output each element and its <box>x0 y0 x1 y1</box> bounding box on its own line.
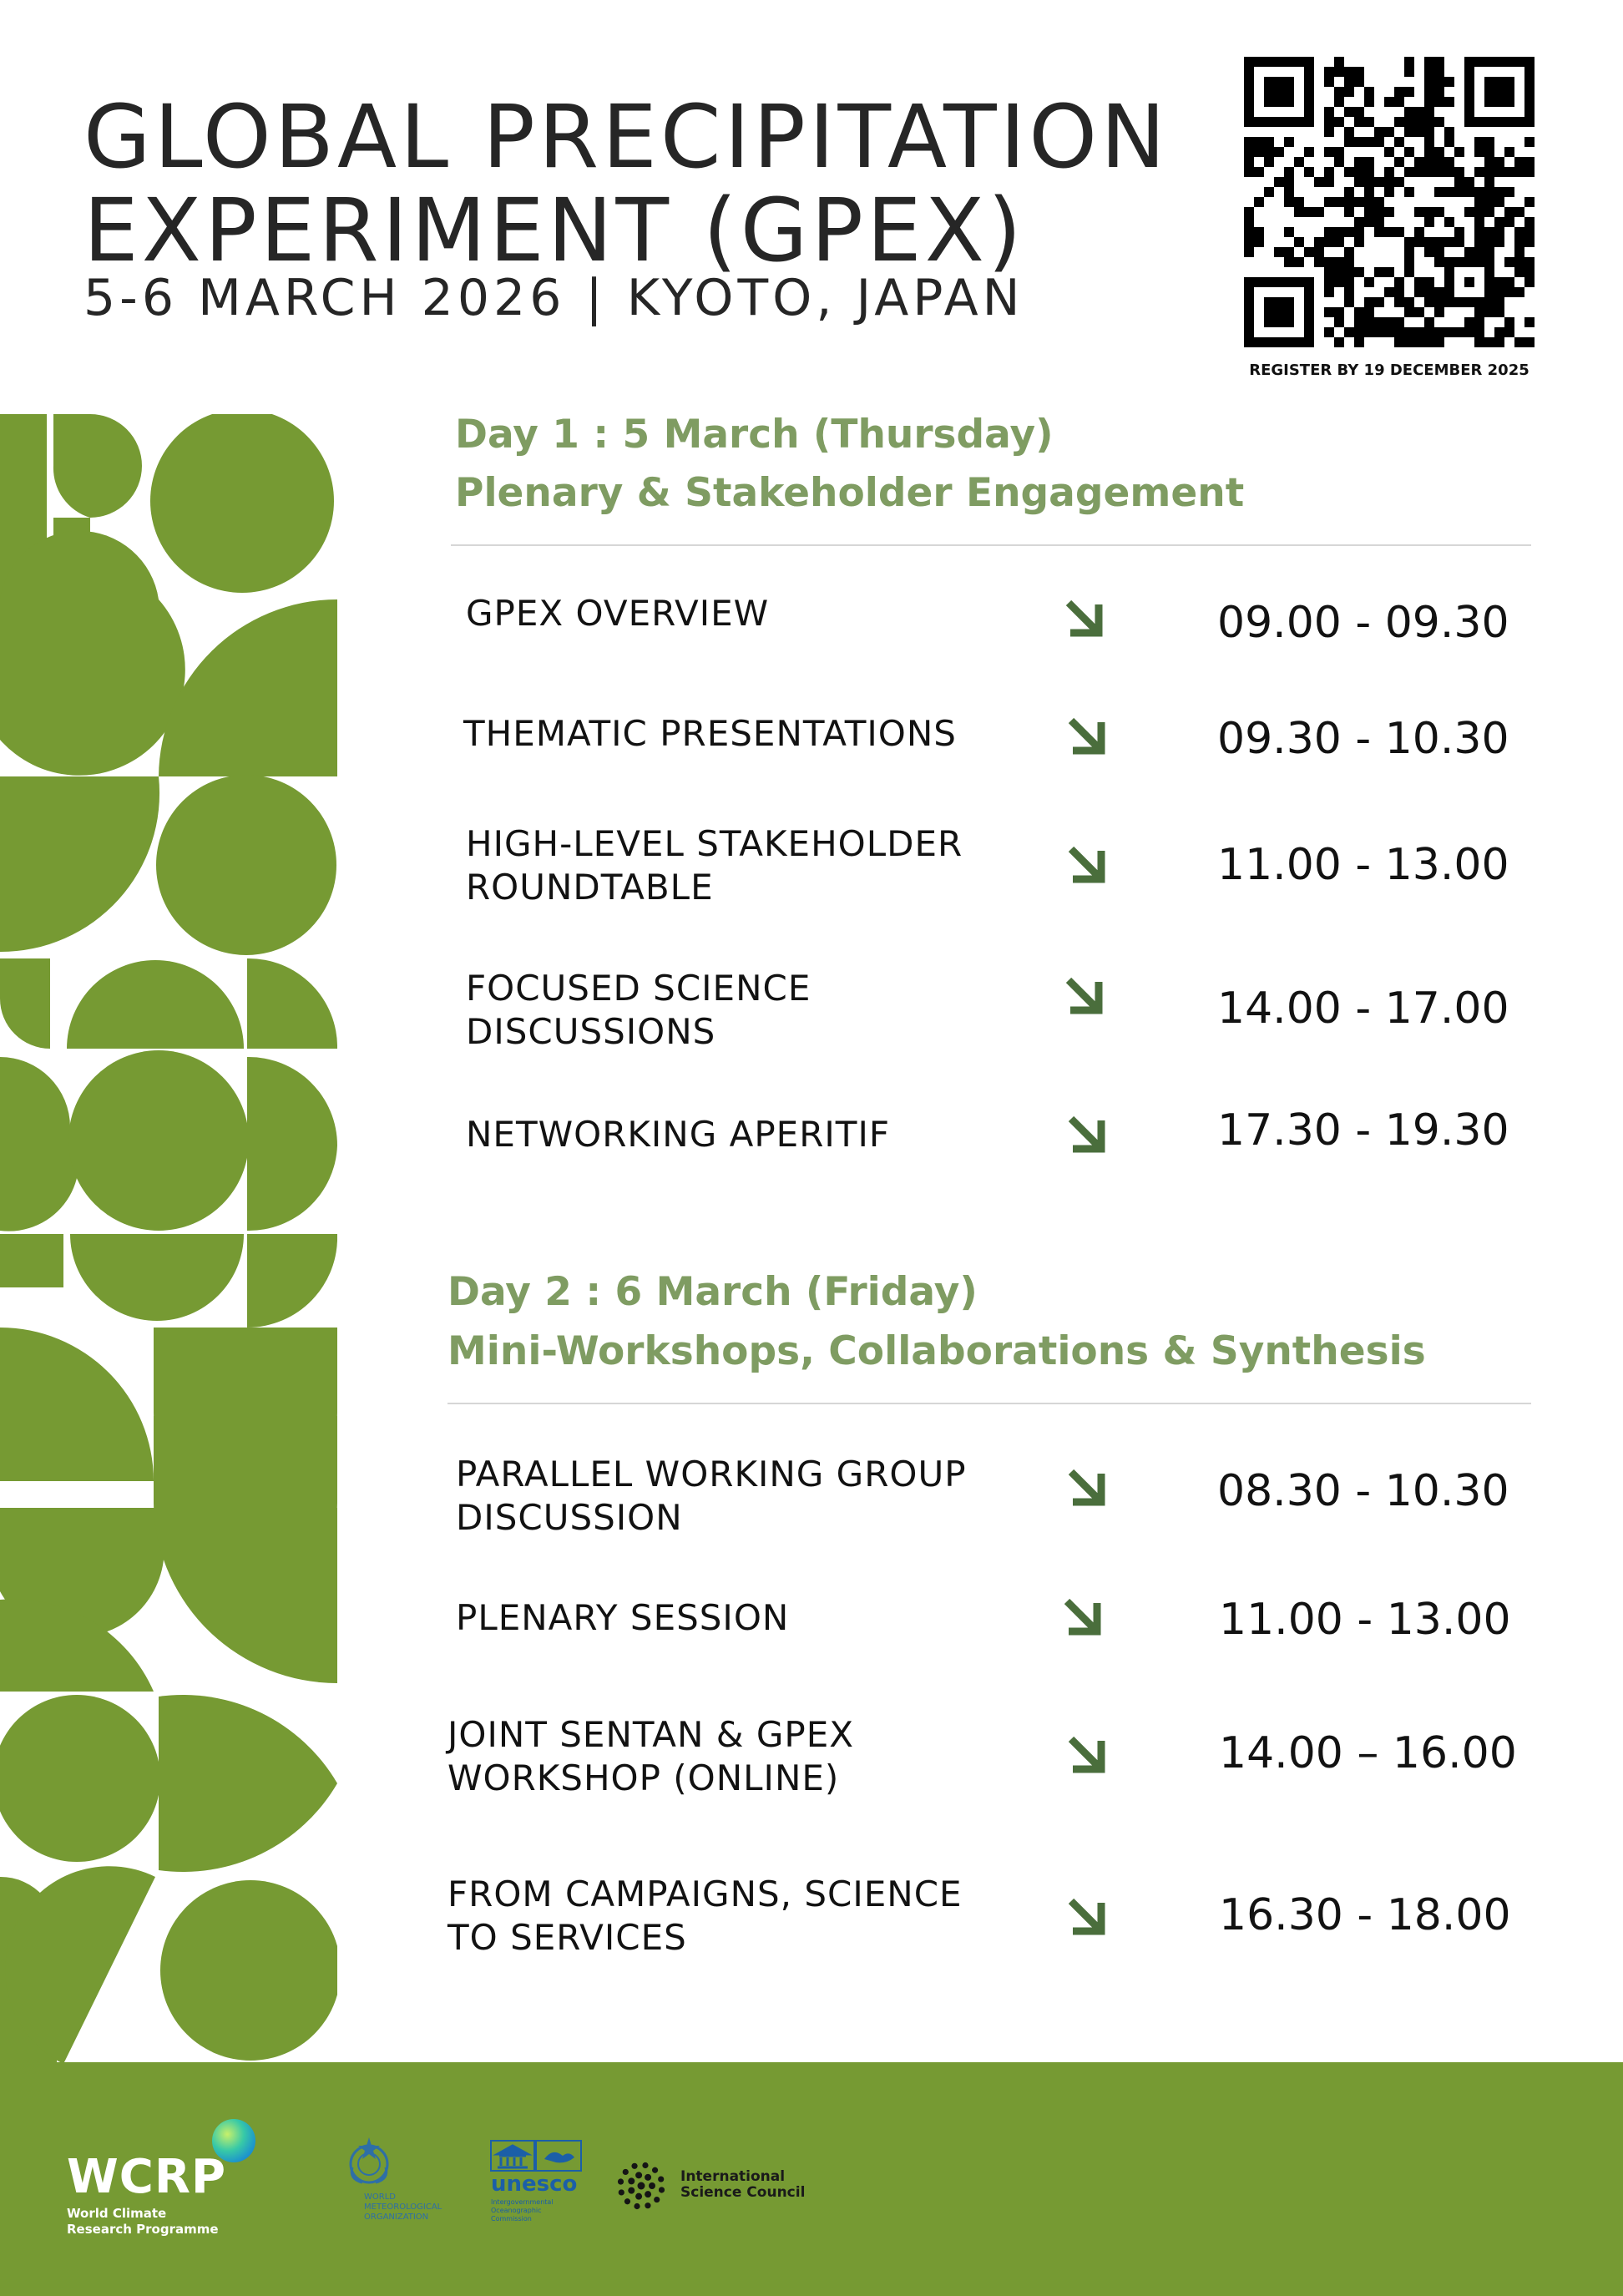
pattern-shape <box>154 1508 337 1683</box>
agenda-item-label: NETWORKING APERITIF <box>466 1114 890 1155</box>
pattern-shape <box>247 1234 337 1328</box>
wmo-emblem-icon <box>342 2134 396 2187</box>
pattern-shape <box>159 1695 337 1872</box>
agenda-item-time: 09.00 - 09.30 <box>1217 598 1509 648</box>
qr-code-icon[interactable] <box>1244 57 1535 347</box>
pattern-shape <box>156 775 336 955</box>
unesco-wordmark: unesco <box>491 2172 578 2197</box>
day-1-title: Day 1 : 5 March (Thursday) <box>455 412 1054 458</box>
agenda-item-time: 08.30 - 10.30 <box>1217 1466 1509 1516</box>
agenda-item-time: 11.00 - 13.00 <box>1217 840 1509 890</box>
pattern-shape <box>159 599 337 776</box>
agenda-item-label: THEMATIC PRESENTATIONS <box>463 713 957 754</box>
pattern-shape <box>70 1234 244 1321</box>
title-line: GLOBAL PRECIPITATION <box>83 86 1169 188</box>
pattern-shape <box>0 1328 154 1481</box>
unesco-ioc-logo[interactable] <box>489 2139 583 2236</box>
footer-logo-bar <box>0 2062 1623 2296</box>
agenda-item-time: 17.30 - 19.30 <box>1217 1105 1509 1156</box>
arrow-down-right-icon <box>1062 594 1112 645</box>
wcrp-name: World Climate Research Programme <box>67 2206 219 2237</box>
pattern-shape <box>0 776 159 952</box>
isc-emblem-icon <box>616 2161 666 2211</box>
pattern-shape <box>0 531 185 776</box>
arrow-down-right-icon <box>1064 841 1115 891</box>
arrow-down-right-icon <box>1060 1593 1110 1643</box>
ioc-name: Commission <box>491 2215 532 2223</box>
pattern-shape <box>0 1234 63 1287</box>
day-2-subtitle: Mini-Workshops, Collaborations & Synthesis <box>447 1328 1426 1374</box>
title-line: EXPERIMENT (GPEX) <box>83 180 1025 281</box>
event-date-location: 5-6 MARCH 2026 | KYOTO, JAPAN <box>83 269 1024 327</box>
agenda-item-time: 11.00 - 13.00 <box>1219 1595 1511 1645</box>
arrow-down-right-icon <box>1064 1731 1115 1781</box>
pattern-shape <box>160 1880 337 2061</box>
pattern-shape <box>68 1050 249 1231</box>
ioc-name: Oceanographic <box>491 2207 542 2214</box>
agenda-item-time: 14.00 – 16.00 <box>1219 1728 1517 1778</box>
pattern-shape <box>247 1057 337 1231</box>
agenda-item-label: FROM CAMPAIGNS, SCIENCE TO SERVICES <box>447 1874 963 1958</box>
agenda-item-time: 09.30 - 10.30 <box>1217 714 1509 764</box>
pattern-shape <box>0 1057 78 1231</box>
pattern-shape <box>247 958 337 1049</box>
agenda-item-label: JOINT SENTAN & GPEX WORKSHOP (ONLINE) <box>447 1714 855 1798</box>
page-title <box>83 86 1169 281</box>
agenda-item-time: 16.30 - 18.00 <box>1219 1890 1511 1940</box>
agenda-item-label: FOCUSED SCIENCE DISCUSSIONS <box>466 968 812 1052</box>
register-deadline: REGISTER BY 19 DECEMBER 2025 <box>1249 362 1529 379</box>
isc-name: International Science Council <box>680 2168 806 2201</box>
section-divider <box>451 544 1531 546</box>
agenda-item-label: PARALLEL WORKING GROUP DISCUSSION <box>456 1454 967 1538</box>
day-2-title: Day 2 : 6 March (Friday) <box>447 1269 978 1315</box>
ioc-name: Intergovernmental <box>491 2198 554 2206</box>
section-divider <box>447 1403 1531 1404</box>
wmo-name: WORLD METEOROLOGICAL ORGANIZATION <box>364 2192 442 2222</box>
pattern-shape <box>0 958 50 1049</box>
arrow-down-right-icon <box>1064 1464 1115 1514</box>
agenda-item-label: PLENARY SESSION <box>456 1597 790 1638</box>
arrow-down-right-icon <box>1064 1110 1115 1161</box>
arrow-down-right-icon <box>1062 972 1112 1022</box>
agenda-item-label: HIGH-LEVEL STAKEHOLDER ROUNDTABLE <box>466 823 963 908</box>
agenda-item-time: 14.00 - 17.00 <box>1217 984 1509 1034</box>
agenda-item-label: GPEX OVERVIEW <box>466 593 770 634</box>
day-1-subtitle: Plenary & Stakeholder Engagement <box>455 470 1245 516</box>
arrow-down-right-icon <box>1064 712 1115 762</box>
pattern-shape <box>150 414 334 593</box>
pattern-shape <box>0 1695 160 1862</box>
decorative-pattern <box>0 414 337 2064</box>
pattern-shape <box>67 960 244 1049</box>
arrow-down-right-icon <box>1064 1893 1115 1943</box>
wcrp-wordmark: WCRP <box>67 2150 227 2204</box>
